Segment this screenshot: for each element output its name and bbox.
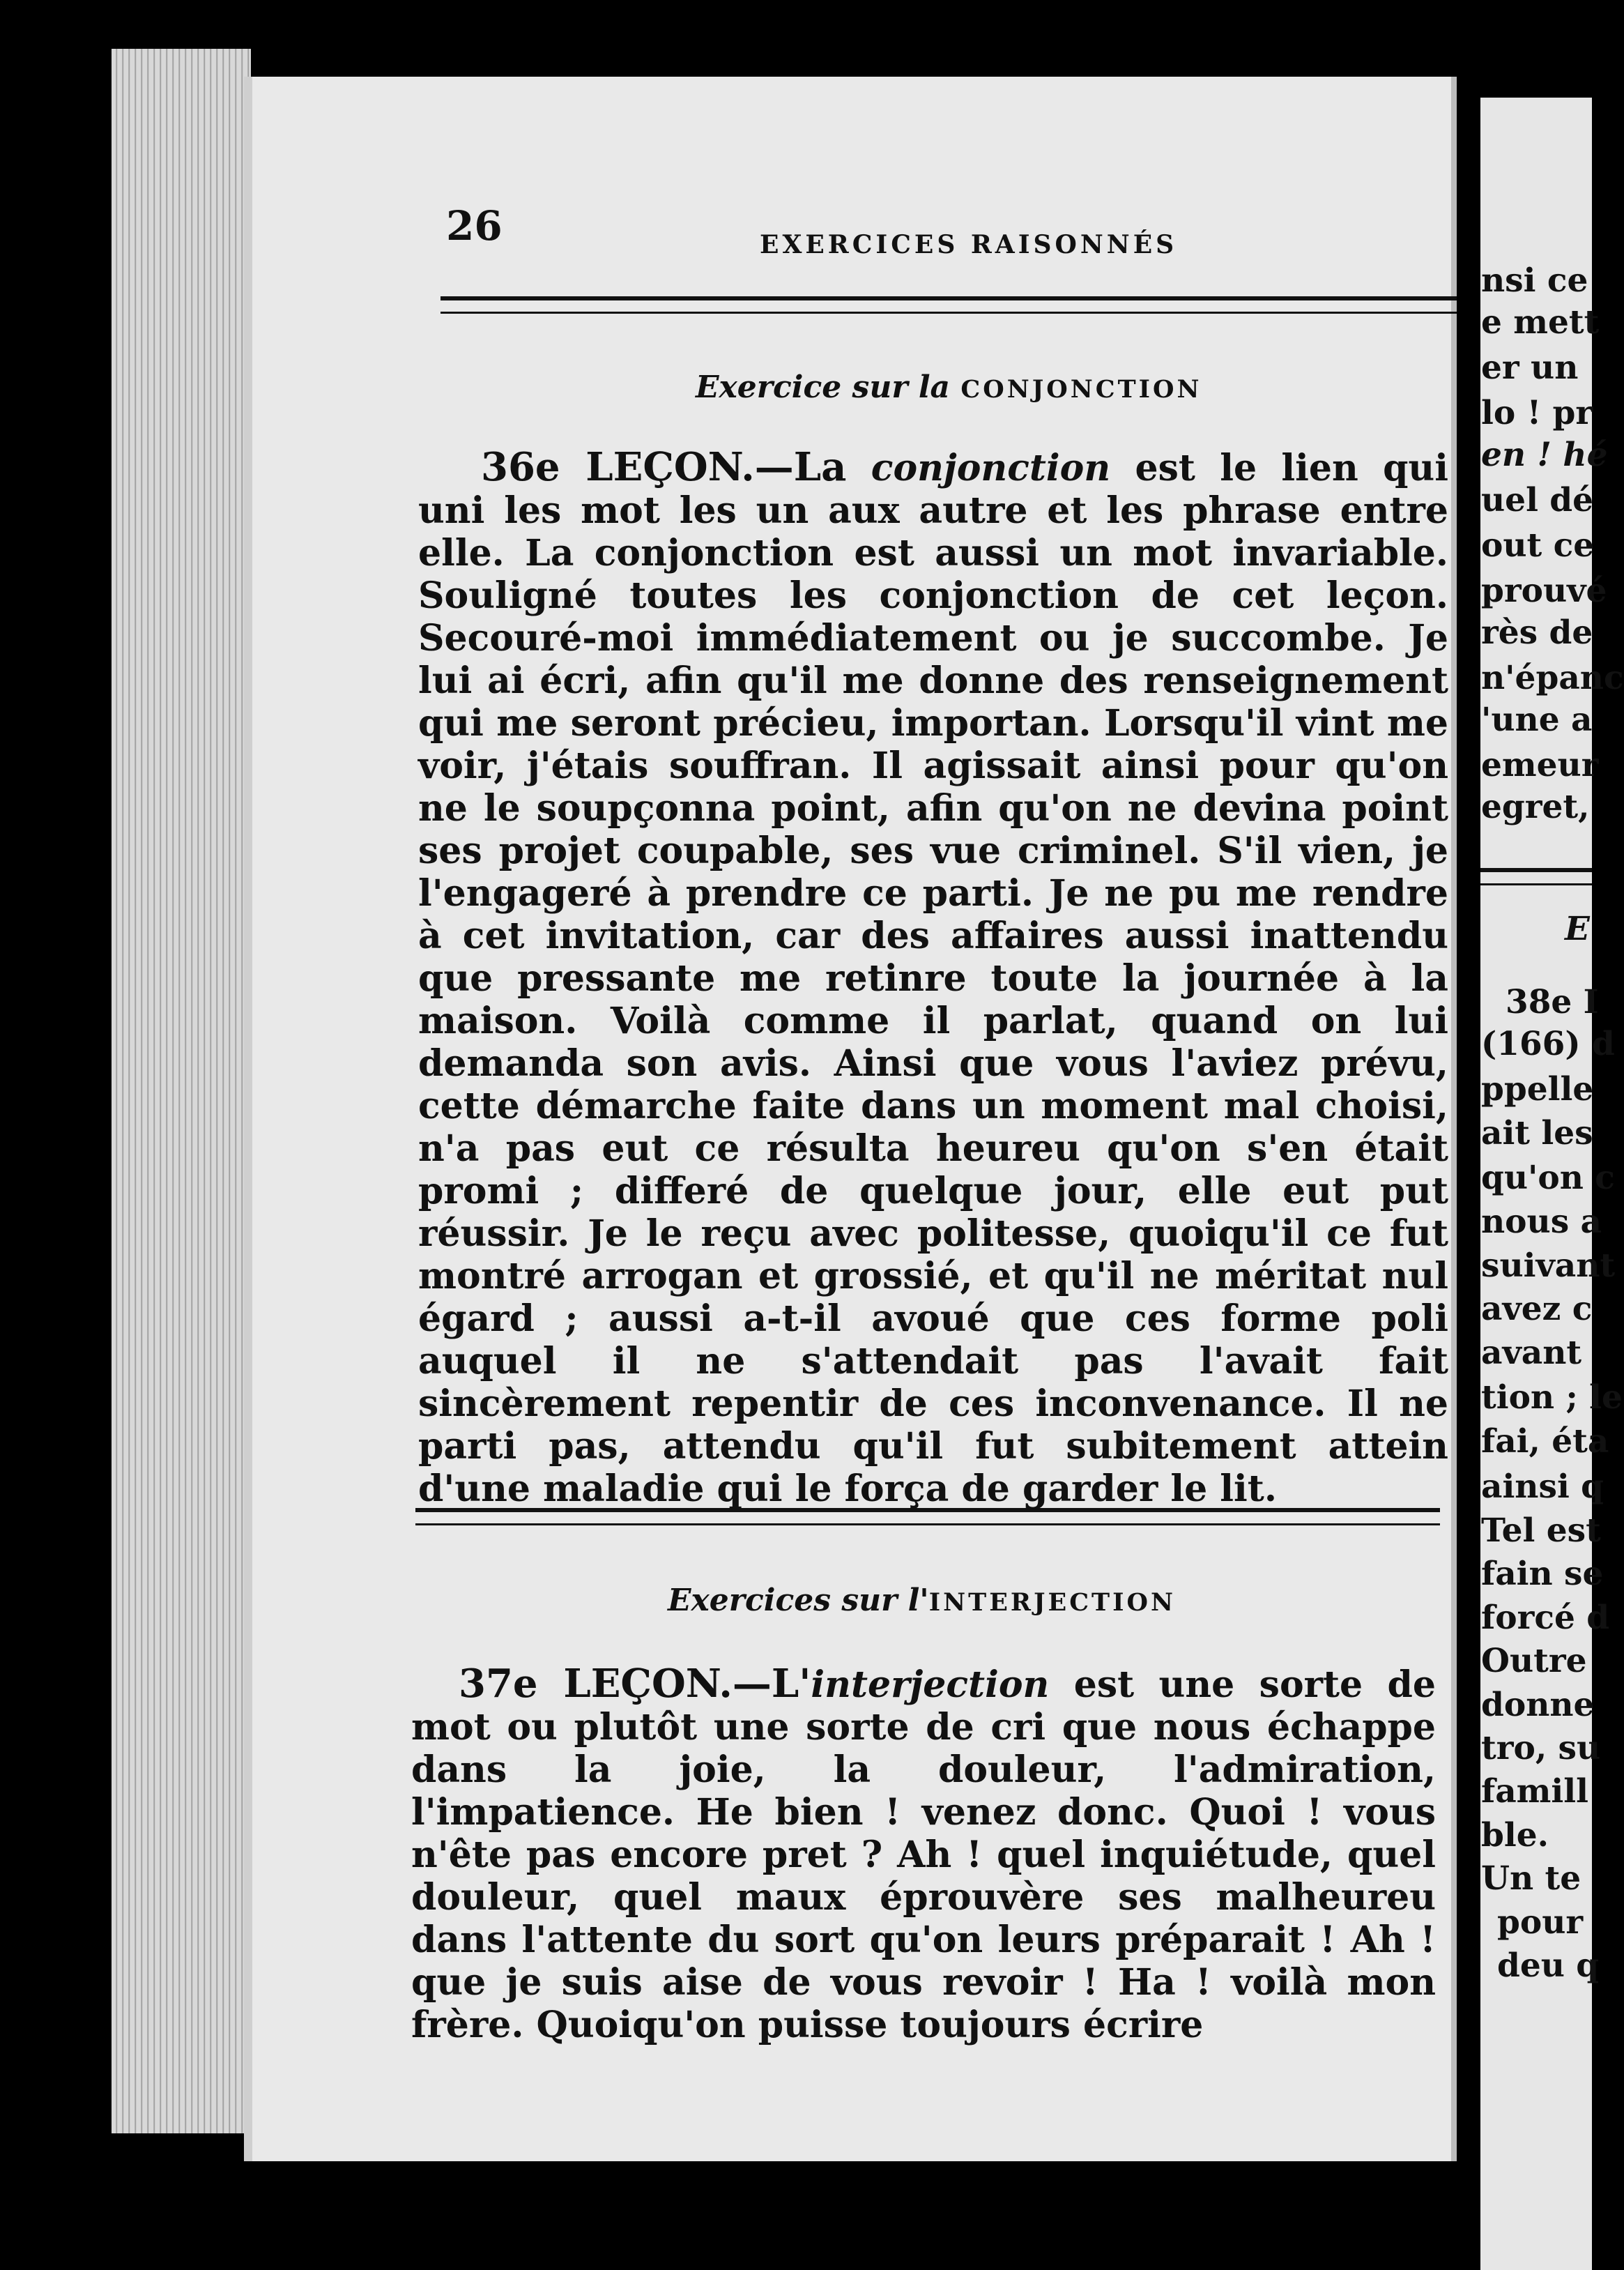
right-page-line: out ce <box>1481 526 1595 565</box>
lesson-36-label: 36e LEÇON.—La <box>481 444 847 490</box>
right-page-line: pour <box>1497 1903 1584 1942</box>
section-title-caps: INTERJECTION <box>928 1588 1176 1617</box>
right-page-line: Un te <box>1481 1859 1581 1898</box>
right-page-line: donne <box>1481 1686 1595 1724</box>
right-page-line: e mett <box>1481 303 1600 342</box>
book-gutter <box>1457 98 1480 2270</box>
right-page-line: 'une a <box>1481 701 1593 739</box>
right-page-line: tro, su <box>1481 1729 1601 1767</box>
right-page-line: avez c <box>1481 1290 1593 1328</box>
right-page-line: lo ! pr <box>1481 394 1593 432</box>
lesson-37-body: est une sorte de mot ou plutôt une sorte de cri que nous échappe dans la joie, la douleur, l'admiration, l'impatience. He bien ! venez donc. Quoi ! vous n'ête pas encore pret ? Ah ! quel inquiétude, quel douleur, quel maux éprouvère ses malheureu dans l'attente du sort qu'on leurs préparait ! Ah ! que je suis aise de vous revoir ! Ha ! voilà mon frère. Quoiqu'on puisse toujours écrire <box>411 1663 1437 2046</box>
section-title-italic: Exercices sur l' <box>668 1583 929 1618</box>
right-page-line: avant <box>1481 1334 1582 1372</box>
lesson-37-term: interjection <box>811 1663 1050 1706</box>
section-title-conjonction <box>696 370 1202 405</box>
running-head: EXERCICES RAISONNÉS <box>760 230 1178 259</box>
right-page-line: forcé d <box>1481 1599 1610 1637</box>
book-page-edges <box>112 49 251 2133</box>
right-page-line: en ! hé <box>1481 436 1608 474</box>
right-page-line: suivant <box>1481 1247 1616 1285</box>
right-page-line: qu'on c <box>1481 1159 1615 1197</box>
section-title-italic: Exercice sur la <box>696 370 951 405</box>
section-divider-rule <box>415 1508 1440 1525</box>
right-page-line: tion ; le <box>1481 1378 1623 1417</box>
right-page-line: 38e I <box>1506 983 1599 1021</box>
section-title-interjection <box>668 1583 1176 1618</box>
right-page-line: ainsi q <box>1481 1468 1604 1506</box>
right-page-line: nous a <box>1481 1203 1602 1241</box>
right-page-line: E <box>1565 910 1590 948</box>
right-page-line: fai, éta <box>1481 1422 1609 1461</box>
right-page-line: Outre <box>1481 1642 1587 1680</box>
right-page-line: uel dé <box>1481 481 1594 519</box>
right-page-line: (166) d <box>1481 1025 1615 1063</box>
right-page-line: ble. <box>1481 1816 1549 1854</box>
right-page-line: famill <box>1481 1772 1588 1811</box>
right-page-line: er un <box>1481 349 1579 387</box>
right-page-line: emeur <box>1481 746 1599 784</box>
right-page-rule <box>1480 868 1592 885</box>
header-rule <box>441 296 1457 314</box>
page-number: 26 <box>446 202 503 250</box>
lesson-36-text <box>418 446 1448 1510</box>
right-page-line: ait les <box>1481 1114 1593 1152</box>
right-page-line: fain se <box>1481 1555 1604 1593</box>
right-page-line: n'épanc <box>1481 659 1624 697</box>
right-page-line: Tel est <box>1481 1511 1601 1550</box>
lesson-37-text <box>411 1663 1436 2046</box>
lesson-36-term: conjonction <box>871 447 1111 489</box>
right-page-line: egret, <box>1481 788 1590 826</box>
right-page-line: prouvé <box>1481 572 1607 610</box>
right-page-line: deu q <box>1497 1947 1600 1985</box>
section-title-caps: CONJONCTION <box>960 375 1202 404</box>
lesson-37-label: 37e LEÇON.—L' <box>459 1661 811 1707</box>
lesson-36-body: est le lien qui uni les mot les un aux autre et les phrase entre elle. La conjonction est aussi un mot invariable. Souligné toutes les conjonction de cet leçon. Secouré-moi immédiatement ou je succombe. Je lui ai écri, afin qu'il me donne des renseignement qui me seront précieu, importan. Lorsqu'il vint me voir, j'étais souffran. Il agissait ainsi pour qu'on ne le soupçonna point, afin qu'on ne devina point ses projet coupable, ses vue criminel. S'il vien, je l'engageré à prendre ce parti. Je ne pu me rendre à cet invitation, car des affaires aussi inattendu que pressante me retinre toute la journée à la maison. Voilà comme il parlat, quand on lui demanda son avis. Ainsi que vous l'aviez prévu, cette démarche faite dans un moment mal choisi, n'a pas eut ce résulta heureu qu'on s'en était promi ; differé de quelque jour, elle eut put réussir. Je le reçu avec politesse, quoiqu'il ce fut montré arrogan et grossié, et qu'il ne méritat nul égard ; aussi a-t-il avoué que ces forme poli auquel il ne s'attendait pas l'avait fait sincèrement repentir de ces inconvenance. Il ne parti pas, attendu qu'il fut subitement attein d'une maladie qui le força de garder le lit. <box>418 447 1448 1510</box>
right-page-line: ppelle <box>1481 1070 1594 1109</box>
right-page-line: nsi ce <box>1481 261 1588 300</box>
right-page-line: rès de <box>1481 614 1593 652</box>
